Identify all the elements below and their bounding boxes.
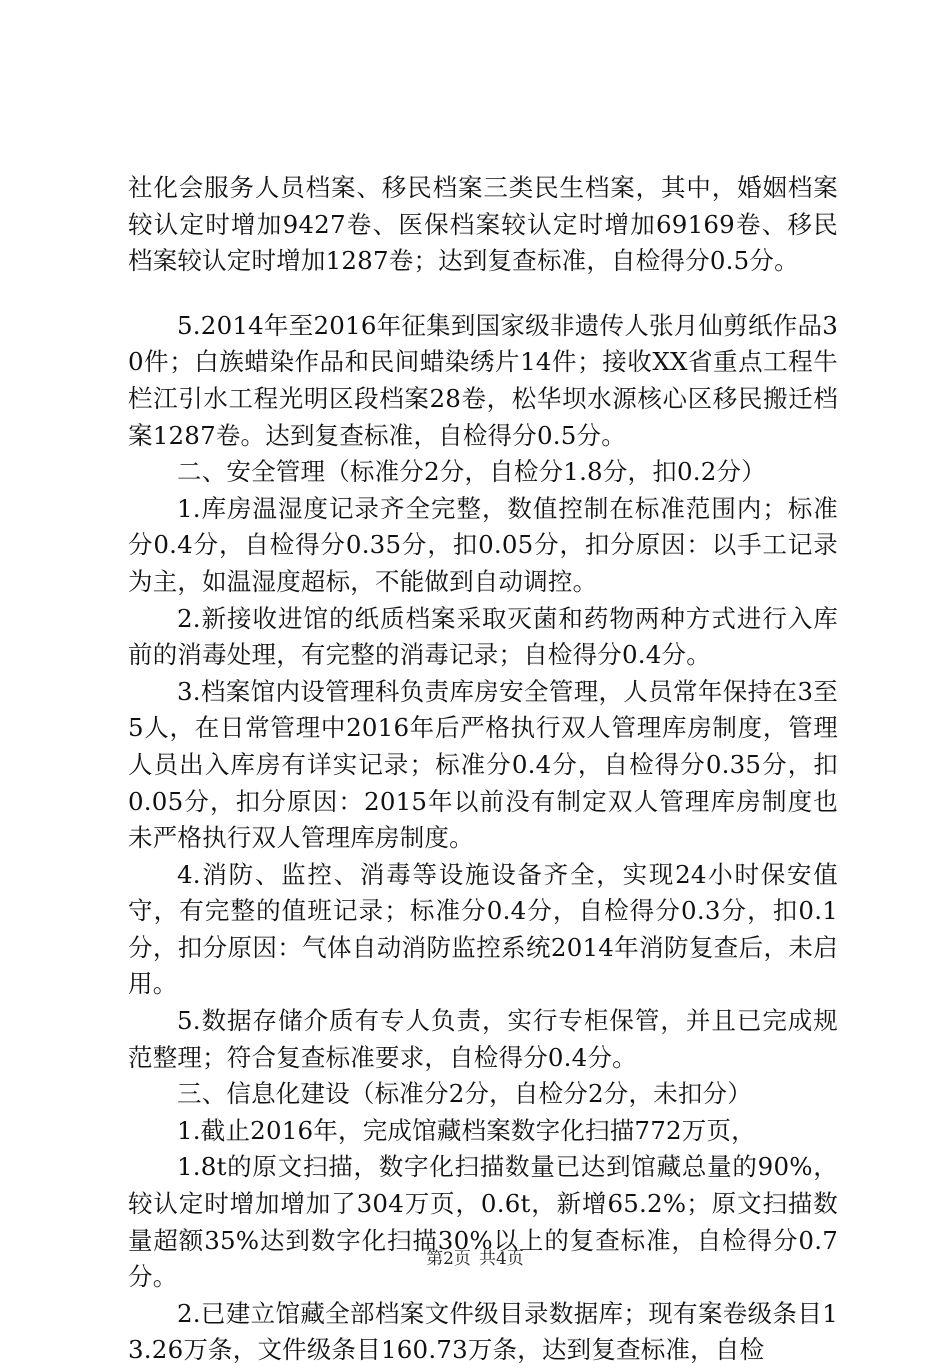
- paragraph-safety-item-5: 5.数据存储介质有专人负责，实行专柜保管，并且已完成规范整理；符合复查标准要求，自检得分0.4分。: [128, 1006, 838, 1072]
- paragraph-safety-item-4: 4.消防、监控、消毒等设施设备齐全，实现24小时保安值守，有完整的值班记录；标准分0.4分，自检得分0.3分，扣0.1分，扣分原因：气体自动消防监控系统2014年消防复查后，未启用。: [128, 859, 838, 999]
- paragraph-safety-item-3: 3.档案馆内设管理科负责库房安全管理，人员常年保持在3至5人，在日常管理中2016年后严格执行双人管理库房制度，管理人员出入库房有详实记录；标准分0.4分，自检得分0.35分，扣0.05分，扣分原因：2015年以前没有制定双人管理库房制度也未严格执行双人管理库房制度。: [128, 676, 838, 853]
- section-heading-informatization: 三、信息化建设（标准分2分，自检分2分，未扣分）: [177, 1079, 752, 1109]
- paragraph-collection-item-5: 5.2014年至2016年征集到国家级非遗传人张月仙剪纸作品30件；白族蜡染作品和民间蜡染绣片14件；接收XX省重点工程牛栏江引水工程光明区段档案28卷，松华坝水源核心区移民搬迁档案1287卷。达到复查标准，自检得分0.5分。: [128, 310, 838, 450]
- paragraph-info-item-1: 1.截止2016年，完成馆藏档案数字化扫描772万页，: [177, 1115, 756, 1145]
- paragraph-safety-item-1: 1.库房温湿度记录齐全完整，数值控制在标准范围内；标准分0.4分，自检得分0.35分，扣0.05分，扣分原因：以手工记录为主，如温湿度超标，不能做到自动调控。: [128, 493, 838, 596]
- document-body: [128, 170, 838, 1369]
- page-number-current: 第2页: [426, 1249, 471, 1269]
- paragraph-safety-item-2: 2.新接收进馆的纸质档案采取灭菌和药物两种方式进行入库前的消毒处理，有完整的消毒记录；自检得分0.4分。: [128, 603, 838, 670]
- section-heading-safety-management: 二、安全管理（标准分2分，自检分1.8分，扣0.2分）: [177, 457, 766, 487]
- page-footer: [0, 1248, 950, 1270]
- paragraph-info-item-1-continued: 1.8t的原文扫描，数字化扫描数量已达到馆藏总量的90%，较认定时增加增加了304万页，0.6t，新增65.2%；原文扫描数量超额35%达到数字化扫描30%以上的复查标准，自检得分0.7分。: [128, 1152, 838, 1292]
- paragraph-archives-continuation: 社化会服务人员档案、移民档案三类民生档案，其中，婚姻档案较认定时增加9427卷、医保档案较认定时增加69169卷、移民档案较认定时增加1287卷；达到复查标准，自检得分0.5分。: [128, 173, 838, 276]
- page-number-total: 共4页: [479, 1249, 524, 1269]
- paragraph-info-item-2: 2.已建立馆藏全部档案文件级目录数据库；现有案卷级条目13.26万条，文件级条目160.73万条，达到复查标准，自检: [128, 1298, 838, 1365]
